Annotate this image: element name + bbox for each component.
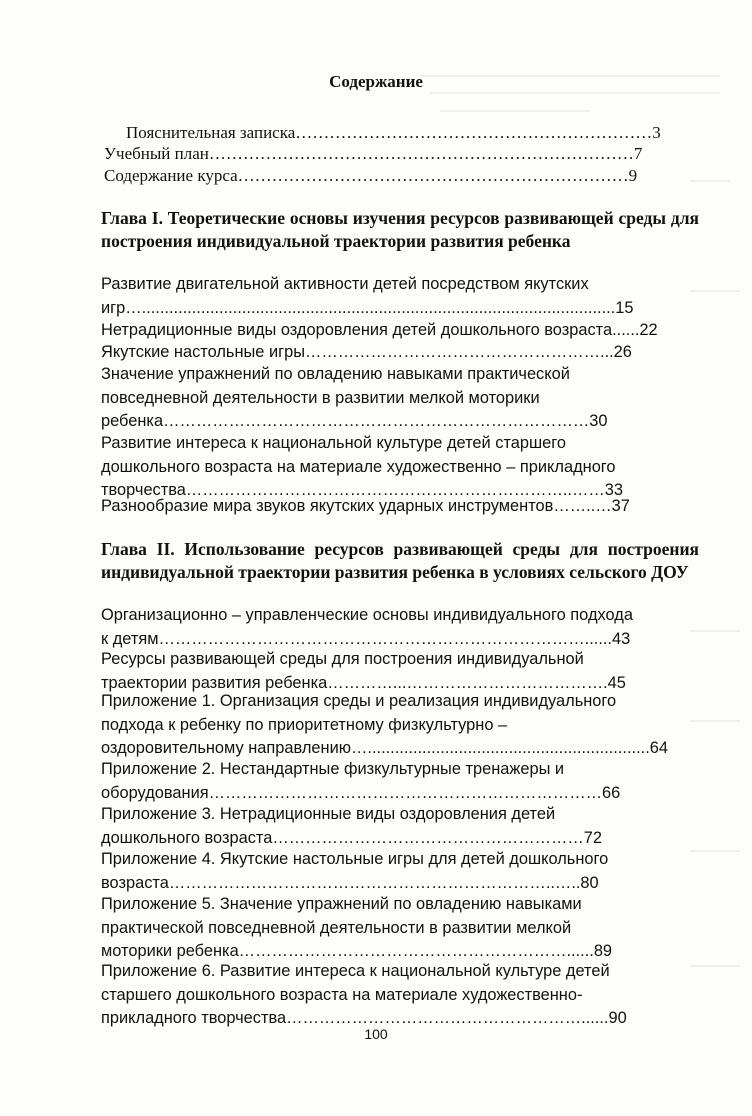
toc-entry-line: ребенка……………………………………………………………………30: [101, 412, 608, 430]
chapter-2-heading: Глава II. Использование ресурсов развивающей среды для построения индивидуальной траектории развития ребенка в условиях сельского ДОУ: [101, 539, 699, 582]
toc-entry-line: Приложение 6. Развитие интереса к национальной культуре детей: [101, 962, 610, 980]
toc-entry-line: моторики ребенка……………………………………………………......89: [101, 942, 613, 960]
toc-entry: [101, 432, 623, 503]
toc-entry-line: подхода к ребенку по приоритетному физкультурно –: [101, 715, 508, 734]
page-number: 100: [364, 1026, 388, 1042]
toc-entry: [101, 848, 608, 895]
toc-entry-line: Приложение 3. Нетрадиционные виды оздоровления детей: [101, 805, 556, 823]
toc-entry: [101, 319, 658, 343]
toc-entry-line: возраста……………………………………………………………..…..80: [101, 873, 599, 892]
toc-entry: [101, 495, 630, 519]
toc-entry-line: дошкольного возраста…………………………………………………72: [101, 828, 602, 847]
toc-entry-line: Приложение 1. Организация среды и реализация индивидуального: [101, 692, 617, 710]
toc-entry-line: Развитие двигательной активности детей посредством якутских: [101, 275, 589, 293]
toc-entry-line: Организационно – управленческие основы индивидуального подхода: [101, 606, 633, 624]
toc-entry-line: Содержание курса……………………………………………………………9: [104, 166, 638, 185]
toc-entry-line: Развитие интереса к национальной культуре детей старшего: [101, 434, 567, 452]
toc-entry-line: Приложение 5. Значение упражнений по овладению навыками: [101, 895, 582, 913]
toc-entry: [101, 341, 632, 365]
toc-entry-content: [104, 164, 637, 187]
toc-entry-line: Якутские настольные игры………………………………………………...26: [101, 343, 632, 361]
toc-entry: [101, 690, 668, 761]
toc-entry: [101, 363, 607, 434]
toc-entry-line: практической повседневной деятельности в развитии мелкой: [101, 918, 572, 937]
toc-entry-line: оздоровительному направлению…..............................................................64: [101, 739, 668, 757]
page-title: Содержание: [329, 72, 423, 91]
toc-entry: [101, 648, 626, 695]
toc-entry-line: Разнообразие мира звуков якутских ударных инструментов……..…37: [101, 497, 630, 515]
toc-entry-line: прикладного творчества………………………………………………......90: [101, 1009, 627, 1027]
toc-entry-line: Нетрадиционные виды оздоровления детей дошкольного возраста......22: [101, 321, 658, 339]
toc-entry-line: Ресурсы развивающей среды для построения индивидуальной: [101, 650, 584, 668]
toc-entry-line: старшего дошкольного возраста на материале художественно-: [101, 985, 583, 1004]
toc-entry-line: траектории развития ребенка…………...……………………………….45: [101, 673, 626, 692]
toc-entry-line: Учебный план…………………………………………………………………7: [104, 144, 643, 163]
toc-entry-line: игр…........................................................................................................15: [101, 298, 634, 317]
toc-entry-plan: [104, 142, 642, 165]
toc-entry: [101, 893, 612, 964]
toc-entry-line: к детям……………………………………………………………………......43: [101, 629, 631, 648]
toc-entry-intro: [126, 121, 661, 144]
toc-entry-line: дошкольного возраста на материале художественно – прикладного: [101, 457, 616, 476]
toc-entry: [101, 604, 633, 651]
chapter-1-heading: Глава I. Теоретические основы изучения ресурсов развивающей среды для построения индивидуальной траектории развития ребенка: [101, 208, 699, 251]
toc-entry-line: Значение упражнений по овладению навыками практической: [101, 365, 570, 383]
toc-entry: [101, 273, 633, 320]
toc-entry-line: Приложение 4. Якутские настольные игры для детей дошкольного: [101, 850, 609, 868]
toc-entry: [101, 803, 602, 850]
toc-entry-line: Пояснительная записка………………………………………………………3: [126, 123, 661, 142]
toc-entry: [101, 960, 627, 1031]
toc-entry-line: повседневной деятельности в развитии мелкой моторики: [101, 388, 540, 407]
toc-entry-line: Приложение 2. Нестандартные физкультурные тренажеры и: [101, 760, 565, 778]
toc-entry-line: творчества……………………………………………………………..……33: [101, 481, 624, 499]
toc-entry-line: оборудования………………………………………………………………66: [101, 783, 621, 802]
toc-entry: [101, 758, 620, 805]
